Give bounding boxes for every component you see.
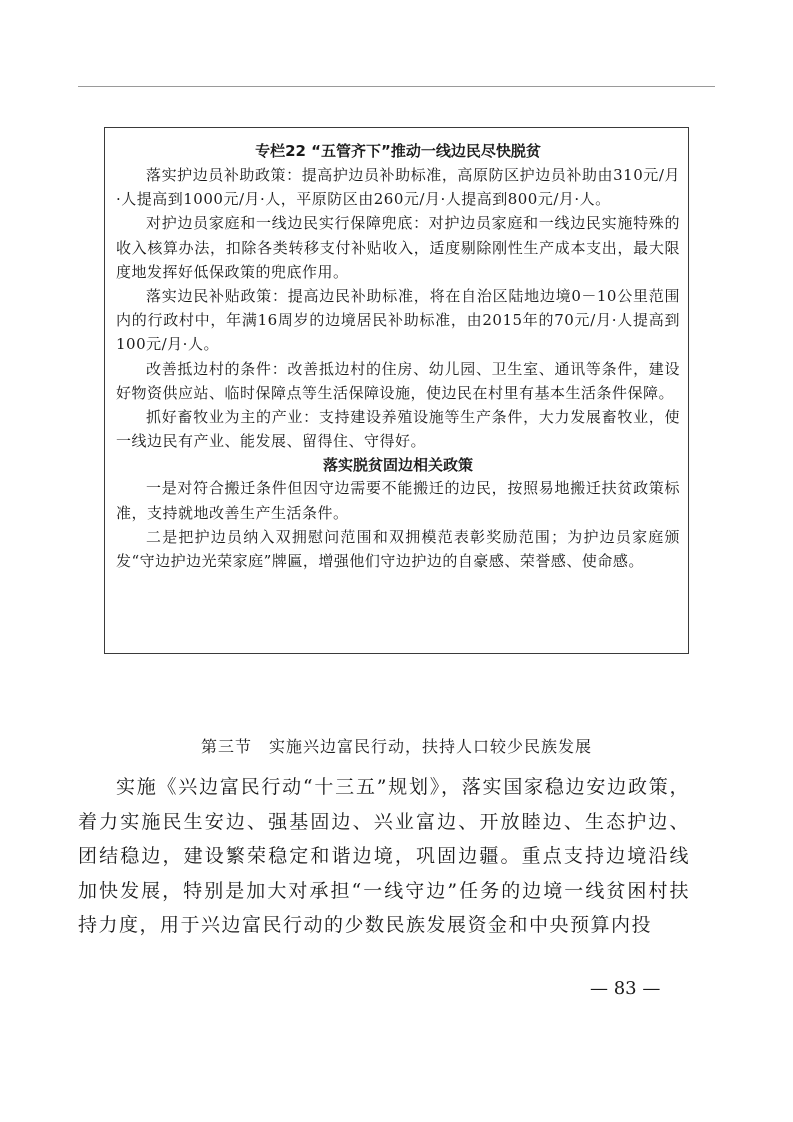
box-paragraph: 改善抵边村的条件：改善抵边村的住房、幼儿园、卫生室、通讯等条件，建设好物资供应站、临时保障点等生活保障设施，使边民在村里有基本生活条件保障。 (116, 359, 680, 402)
box-paragraph: 一是对符合搬迁条件但因守边需要不能搬迁的边民，按照易地搬迁扶贫政策标准，支持就地改善生产生活条件。 (116, 479, 680, 522)
box-paragraph: 落实边民补贴政策：提高边民补助标准，将在自治区陆地边境0－10公里范围内的行政村中，年满16周岁的边境居民补助标准，由2015年的70元/月·人提高到100元/月·人。 (116, 287, 680, 354)
box-title: 专栏22 “五管齐下”推动一线边民尽快脱贫 (255, 142, 541, 160)
box-paragraph: 对护边员家庭和一线边民实行保障兜底：对护边员家庭和一线边民实施特殊的收入核算办法，扣除各类转移支付补贴收入，适度剔除刚性生产成本支出，最大限度地发挥好低保政策的兜底作用。 (116, 214, 680, 281)
box-subtitle: 落实脱贫固边相关政策 (322, 456, 473, 475)
box-paragraph: 落实护边员补助政策：提高护边员补助标准，高原防区护边员补助由310元/月·人提高到1000元/月·人，平原防区由260元/月·人提高到800元/月·人。 (116, 166, 680, 209)
section-title: 第三节 实施兴边富民行动，扶持人口较少民族发展 (200, 737, 592, 756)
main-body (78, 770, 690, 943)
box-paragraph: 二是把护边员纳入双拥慰问范围和双拥模范表彰奖励范围；为护边员家庭颁发“守边护边光荣家庭”牌匾，增强他们守边护边的自豪感、荣誉感、使命感。 (116, 527, 680, 571)
page-number: — 83 — (590, 978, 661, 999)
body-paragraph: 实施《兴边富民行动“十三五”规划》，落实国家稳边安边政策，着力实施民生安边、强基固边、兴业富边、开放睦边、生态护边、团结稳边，建设繁荣稳定和谐边境，巩固边疆。重点支持边境沿线加快发展，特别是加大对承担“一线守边”任务的边境一线贫困村扶持力度，用于兴边富民行动的少数民族发展资金和中央预算内投 (78, 776, 690, 936)
header-rule (78, 86, 715, 87)
box-paragraph: 抓好畜牧业为主的产业：支持建设养殖设施等生产条件，大力发展畜牧业，使一线边民有产业、能发展、留得住、守得好。 (116, 408, 680, 451)
special-column-box (104, 127, 689, 654)
